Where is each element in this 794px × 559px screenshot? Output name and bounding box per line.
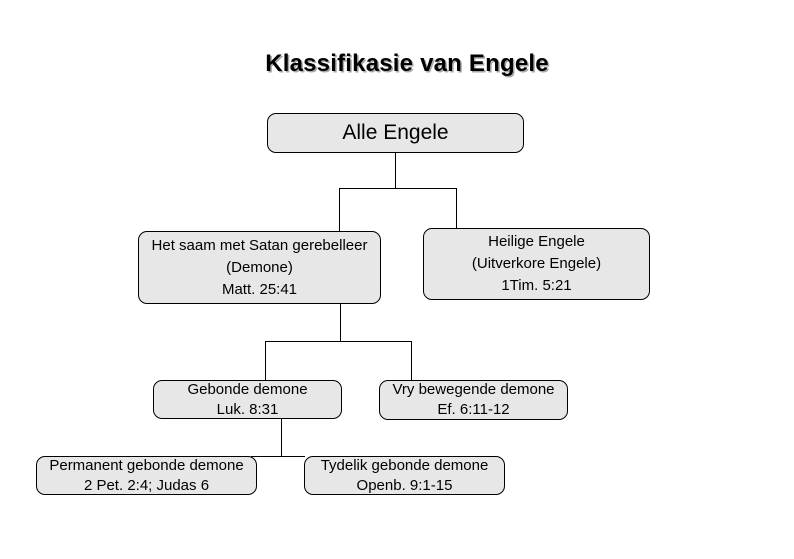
node-permanent-gebonde-demone: [36, 456, 257, 495]
connector-drop-heilige-engele: [456, 188, 457, 228]
connector-drop-vry-bewegende: [411, 341, 412, 380]
node-gebonde-demone-label: Gebonde demone: [187, 380, 308, 398]
node-satan-rebelled-reference: Matt. 25:41: [221, 280, 298, 298]
connector-drop-satan-rebelled: [339, 188, 340, 231]
connector-gebonde-demone-stem: [281, 419, 282, 456]
node-vry-bewegende-demone: [379, 380, 568, 420]
node-permanent-gebonde-demone-label: Permanent gebonde demone: [49, 456, 244, 474]
node-permanent-gebonde-demone-reference: 2 Pet. 2:4; Judas 6: [83, 476, 210, 494]
node-tydelik-gebonde-demone: [304, 456, 505, 495]
node-vry-bewegende-demone-reference: Ef. 6:11-12: [437, 401, 510, 418]
connector-drop-gebonde-demone: [265, 341, 266, 380]
connector-root-stem: [395, 153, 396, 188]
node-tydelik-gebonde-demone-reference: Openb. 9:1-15: [356, 476, 453, 494]
connector-satan-rebelled-stem: [340, 304, 341, 341]
node-tydelik-gebonde-demone-label: Tydelik gebonde demone: [320, 456, 489, 474]
node-gebonde-demone-reference: Luk. 8:31: [216, 400, 279, 418]
node-satan-rebelled-subtitle: (Demone): [226, 258, 293, 276]
connector-level3-bar: [265, 341, 412, 342]
diagram-title: Klassifikasie van Engele: [265, 50, 549, 77]
node-satan-rebelled: [138, 231, 381, 304]
node-vry-bewegende-demone-label: Vry bewegende demone: [392, 381, 555, 398]
node-heilige-engele: [423, 228, 650, 300]
node-satan-rebelled-label: Het saam met Satan gerebelleer: [151, 236, 368, 254]
connector-level2-bar: [339, 188, 457, 189]
node-heilige-engele-reference: 1Tim. 5:21: [501, 277, 572, 294]
connector-level4-bar: [251, 456, 305, 457]
node-alle-engele-label: Alle Engele: [342, 121, 449, 144]
node-alle-engele: [267, 113, 524, 153]
node-gebonde-demone: [153, 380, 342, 419]
node-heilige-engele-subtitle: (Uitverkore Engele): [471, 255, 602, 272]
node-heilige-engele-label: Heilige Engele: [488, 233, 585, 250]
